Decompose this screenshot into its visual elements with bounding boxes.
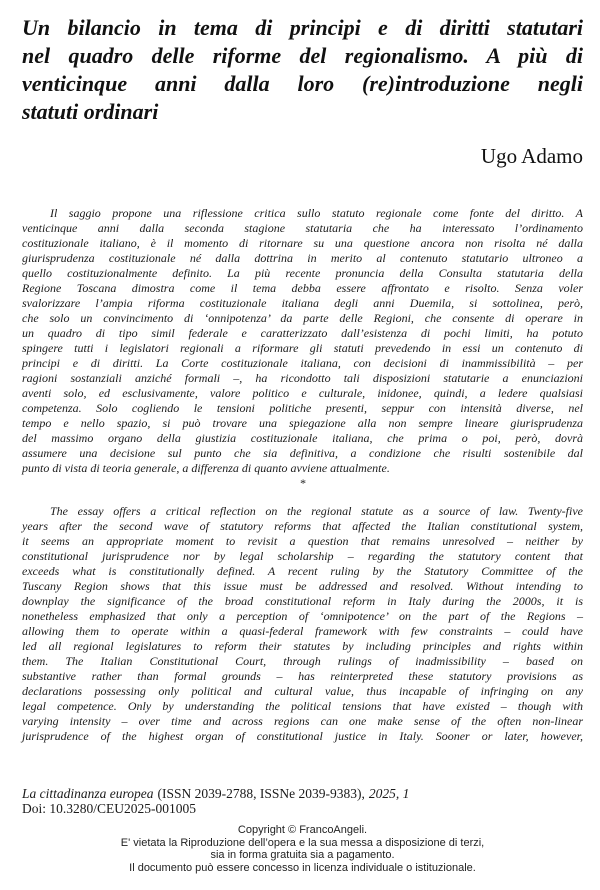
title-line: venticinque anni dalla loro (re)introduzione negli	[22, 71, 583, 96]
abstract-english-line: constitutional jurisprudence nor by legal scholarship – regarding the statutory content that	[22, 549, 583, 563]
title-line: Un bilancio in tema di principi e di diritti statutari	[22, 15, 583, 40]
copyright-line: Il documento può essere concesso in licenza individuale o istituzionale.	[129, 861, 476, 874]
abstract-english-line: exceeds what is constitutionally defined. A recent ruling by the Statutory Committee of the	[22, 564, 583, 578]
copyright-notice	[22, 824, 583, 874]
title-line: statuti ordinari	[22, 99, 159, 124]
abstract-italian-line: assumere una decisione sul punto che sia definitiva, a condizione che risulti sostenibile dal	[22, 446, 583, 460]
abstract-english-line: varying intensity – over time and across regions can one make sense of the often non-linear	[22, 714, 583, 728]
copyright-line: E' vietata la Riproduzione dell’opera e la sua messa a disposizione di terzi,	[120, 836, 485, 849]
abstract-italian-line: spingere tutti i legislatori regionali a riformare gli statuti prevedendo in essi un contenuto di	[22, 341, 583, 355]
abstract-italian-line: Regione Toscana dimostra come il tema debba essere affrontato e risolto. Senza voler	[22, 281, 583, 295]
copyright-line: Copyright © FrancoAngeli.	[237, 824, 368, 836]
title-line: nel quadro delle riforme del regionalismo. A più di	[22, 43, 583, 68]
abstract-italian-line: tempo e nello spazio, si può trovare una spiegazione alla non sempre lineare giurisprudenza	[22, 416, 583, 430]
author-name: Ugo Adamo	[480, 144, 583, 168]
abstract-italian-line: del massimo organo della giustizia costituzionale italiana, che prima o poi, però, dovrà	[22, 431, 583, 445]
abstract-english-line: them. The Italian Constitutional Court, through rulings of inadmissibility – based on	[22, 654, 583, 668]
journal-title: La cittadinanza europea	[22, 786, 154, 801]
abstract-italian-line: che solo un convincimento di ‘onnipotenza’ da parte delle Regioni, che consente di operare in	[22, 311, 583, 325]
page-title	[22, 14, 583, 126]
abstract-english-line: nonetheless emphasized that only a perception of ‘omnipotence’ on the part of the Regions –	[22, 609, 583, 623]
abstract-italian-line: principi e di diritti. La Corte costituzionale italiana, con decisioni di inammissibilità – per	[22, 356, 583, 370]
abstract-english	[22, 504, 583, 744]
abstract-italian-line: un quadro di tipo simil federale e caratterizzato dall’esistenza di pochi limiti, ha potuto	[22, 326, 583, 340]
abstract-english-line: substantive rather than formal grounds – has reinterpreted these statutory provisions as	[22, 669, 583, 683]
doi-line: Doi: 10.3280/CEU2025-001005	[22, 801, 196, 816]
abstract-english-line: jurisprudence of the highest organ of constitutional justice in Italy. Sooner or later, however,	[22, 729, 583, 743]
abstract-italian-line: ragioni sostanziali anziché formali –, ha ricondotto tali disposizioni statutarie a enunciazioni	[22, 371, 583, 385]
abstract-italian-line: giurisprudenza costituzionale né dalla dottrina in merito al contenuto statutario ultroneo a	[22, 251, 583, 265]
abstract-english-line: declarations possessing only political and cultural value, thus incapable of infringing on any	[22, 684, 583, 698]
abstract-italian-line: venticinque anni dalla seconda stagione statutaria che ha interessato l’ordinamento	[22, 221, 583, 235]
journal-issue: 2025, 1	[368, 786, 410, 801]
abstract-italian-line: svalorizzare l’ampia riforma costituzionale italiana degli anni Duemila, si sottolinea, però,	[22, 296, 583, 310]
copyright-line: sia in forma gratuita sia a pagamento.	[210, 849, 395, 861]
abstract-english-line: The essay offers a critical reflection on the regional statute as a source of law. Twenty-five	[50, 504, 583, 518]
abstract-italian-line: quello costituzionalmente definito. La più recente pronuncia della Consulta statutaria della	[22, 266, 583, 280]
abstract-english-line: allowing them to operate within a quasi-federal framework with few constraints – could have	[22, 624, 583, 638]
footer	[22, 786, 583, 874]
abstract-italian-line: aventi solo, ed esclusivamente, valore politico e culturale, inidonee, quindi, a ledere qualsiasi	[22, 386, 583, 400]
abstract-italian-line: competenza. Solo cogliendo le tensioni politiche presenti, seppur con intensità diverse, nel	[22, 401, 583, 415]
abstract-italian-line: Il saggio propone una riflessione critica sullo statuto regionale come fonte del diritto. A	[50, 206, 583, 220]
abstract-italian	[22, 206, 583, 476]
abstract-english-line: Tuscany Region shows that this issue must be addressed and resolved. Without intending to	[22, 579, 583, 593]
section-separator: *	[299, 476, 306, 490]
journal-issn: (ISSN 2039-2788, ISSNe 2039-9383),	[157, 786, 365, 801]
abstract-italian-line: costituzionale italiano, è il momento di ritornare su una questione ancora non risolta né dalla	[22, 236, 583, 250]
abstract-english-line: legal competence. Only by understanding the political tensions that have existed – though with	[22, 699, 583, 713]
abstract-english-line: years after the second wave of statutory reforms that affected the Italian constitutional system,	[22, 519, 583, 533]
abstract-italian-line: punto di vista di teoria generale, a differenza di quanto avviene attualmente.	[22, 461, 390, 475]
journal-reference	[22, 786, 583, 801]
abstract-english-line: led all regional legislatures to reform their statutes by including principles and rights within	[22, 639, 583, 653]
abstract-english-line: downplay the significance of the broad constitutional reform in Italy during the 2000s, it is	[22, 594, 583, 608]
abstract-english-line: it seems an appropriate moment to revisit a question that remains unresolved – neither by	[22, 534, 583, 548]
